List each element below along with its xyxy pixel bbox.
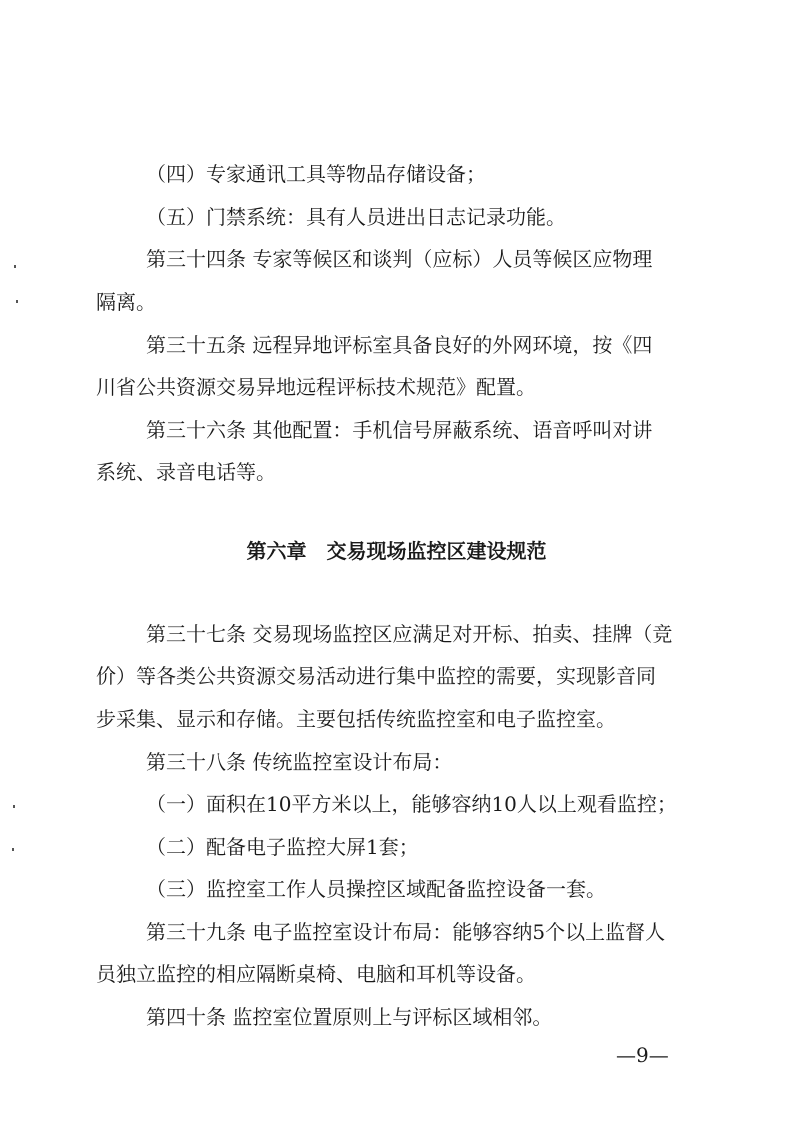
article-37-line: 第三十七条 交易现场监控区应满足对开标、拍卖、挂牌（竞 (146, 622, 673, 646)
text-line: （四）专家通讯工具等物品存储设备； (146, 162, 486, 186)
scan-mark (14, 265, 16, 268)
article-34-line: 第三十四条 专家等候区和谈判（应标）人员等候区应物理 (146, 247, 653, 271)
text-line: 系统、录音电话等。 (96, 460, 276, 484)
text-line: （三）监控室工作人员操控区域配备监控设备一套。 (146, 877, 606, 901)
text-line: （一）面积在10平方米以上，能够容纳10人以上观看监控； (146, 792, 677, 816)
scan-mark (12, 848, 14, 851)
article-38-line: 第三十八条 传统监控室设计布局： (146, 750, 453, 774)
text-line: 价）等各类公共资源交易活动进行集中监控的需要，实现影音同 (96, 664, 656, 688)
text-line: 员独立监控的相应隔断桌椅、电脑和耳机等设备。 (96, 962, 536, 986)
scan-mark (13, 805, 15, 808)
article-39-line: 第三十九条 电子监控室设计布局：能够容纳5个以上监督人 (146, 920, 666, 944)
article-36-line: 第三十六条 其他配置：手机信号屏蔽系统、语音呼叫对讲 (146, 418, 653, 442)
text-line: （五）门禁系统：具有人员进出日志记录功能。 (146, 205, 566, 229)
page-number: —9— (616, 1043, 669, 1067)
text-line: 隔离。 (96, 290, 156, 314)
text-line: 步采集、显示和存储。主要包括传统监控室和电子监控室。 (96, 707, 616, 731)
article-35-line: 第三十五条 远程异地评标室具备良好的外网环境，按《四 (146, 333, 653, 357)
text-line: （二）配备电子监控大屏1套； (146, 835, 419, 859)
article-40-line: 第四十条 监控室位置原则上与评标区域相邻。 (146, 1005, 553, 1029)
scan-mark (16, 300, 18, 303)
chapter-heading: 第六章 交易现场监控区建设规范 (246, 539, 547, 563)
text-line: 川省公共资源交易异地远程评标技术规范》配置。 (96, 375, 536, 399)
